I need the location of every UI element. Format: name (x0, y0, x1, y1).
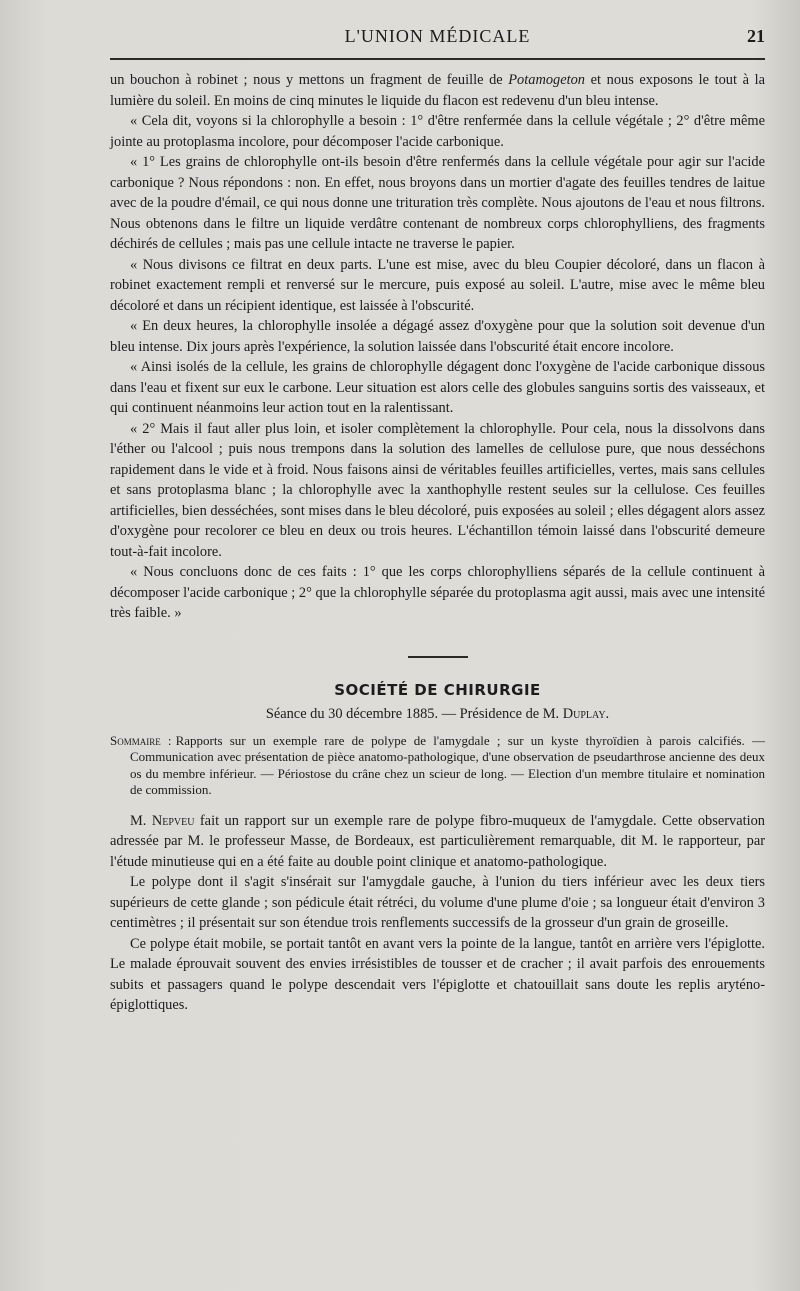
section-title: SOCIÉTÉ DE CHIRURGIE (334, 680, 541, 699)
paragraph-text: et nous exposons le tout à la lumière du soleil. En moins de cinq minutes le liquide du flacon est redevenu d'un bleu intense. (110, 72, 765, 109)
seance-line (110, 704, 765, 725)
body-text (110, 70, 765, 1016)
paragraph: « Nous concluons donc de ces faits : 1° que les corps chlorophylliens séparés de la cellule continuent à décomposer l'acide carbonique ; 2° que la chlorophylle séparée du protoplasma agit aussi, mais avec une intensité très faible. » (110, 564, 765, 621)
paragraph: « Cela dit, voyons si la chlorophylle a besoin : 1° d'être renfermée dans la cellule végétale ; 2° d'être même jointe au protoplasma incolore, pour décomposer l'acide carbonique. (110, 113, 765, 150)
sommaire-label: Sommaire : (110, 732, 172, 748)
header-rule (110, 58, 765, 60)
paragraph (110, 70, 765, 111)
paragraph (110, 811, 765, 873)
paragraph: Le polype dont il s'agit s'insérait sur l'amygdale gauche, à l'union du tiers inférieur avec les deux tiers supérieurs de cette glande ; son pédicule était rétréci, du volume d'une plume d'oie ; sa longueur était d'environ 3 centimètres ; il présentait sur son étendue trois renflements successifs de la grosseur d'un grain de groseille. (110, 874, 765, 931)
paragraph: « 1° Les grains de chlorophylle ont-ils besoin d'être renfermés dans la cellule végétale pour agir sur l'acide carbonique ? Nous répondons : non. En effet, nous broyons dans un mortier d'agate des feuilles tendres de laitue avec de la poudre d'émail, ce qui nous donne une trituration très complète. Nous ajoutons de l'eau et nous filtrons. Nous obtenons dans le filtre un liquide verdâtre contenant de nombreux corps chlorophylliens, des fragments déchirés de cellules ; mais pas une cellule intacte ne traverse le papier. (110, 154, 765, 252)
paragraph: Ce polype était mobile, se portait tantôt en avant vers la pointe de la langue, tantôt en arrière vers l'épiglotte. Le malade éprouvait souvent des envies irrésistibles de tousser et de cracher ; il avait parfois des enrouements subits et passagers quand le polype descendait vers l'épiglotte et chatouillait sans doute les replis aryténo-épiglottiques. (110, 935, 765, 1013)
sommaire (110, 733, 765, 799)
page-header (110, 22, 765, 56)
section-separator (408, 656, 468, 658)
paragraph-text: fait un rapport sur un exemple rare de polype fibro-muqueux de l'amygdale. Cette observation adressée par M. le professeur Masse, de Bordeaux, est particulièrement remarquable, dit M. le rapporteur, par l'étude minutieuse qui en a été faite au double point clinique et anatomo-pathologique. (110, 812, 765, 870)
paragraph: « En deux heures, la chlorophylle insolée a dégagé assez d'oxygène pour que la solution soit devenue d'un bleu intense. Dix jours après l'expérience, la solution laissée dans l'obscurité était encore incolore. (110, 318, 765, 355)
paragraph-text: un bouchon à robinet ; nous y mettons un fragment de feuille de (110, 72, 509, 88)
president-name: Duplay. (562, 706, 610, 722)
paragraph: « 2° Mais il faut aller plus loin, et isoler complètement la chlorophylle. Pour cela, nous la dissolvons dans l'éther ou l'alcool ; puis nous trempons dans la solution des lamelles de cellulose pure, que nous desséchons rapidement dans le vide et à froid. Nous faisons ainsi de véritables feuilles artificielles, vertes, mais sans cellules et sans protoplasma blanc ; la chlorophylle avec la xanthophylle restent seules sur la cellulose. Ces feuilles artificielles, bien desséchées, sont mises dans le bleu décoloré, puis exposées au soleil ; elles dégagent alors assez d'oxygène pour recolorer ce bleu en deux ou trois heures. L'échantillon témoin laissé dans l'obscurité demeure tout-à-fait incolore. (110, 420, 765, 560)
sommaire-text: Rapports sur un exemple rare de polype de l'amygdale ; sur un kyste thyroïdien à parois calcifiés. — Communication avec présentation de pièce anatomo-pathologique, d'une observation de pseudarthrose ancienne des deux os du membre inférieur. — Périostose du crâne chez un scieur de long. — Election d'un membre titulaire et nomination de commission. (130, 732, 765, 797)
species-name: Potamogeton (508, 72, 586, 88)
paragraph: « Nous divisons ce filtrat en deux parts. L'une est mise, avec du bleu Coupier décoloré, dans un flacon à robinet exactement rempli et renversé sur le mercure, puis exposé au soleil. L'autre, mise avec le même bleu décoloré et dans un récipient identique, est laissée à l'obscurité. (110, 256, 765, 314)
seance-text: Séance du 30 décembre 1885. — Présidence de M. (265, 706, 563, 722)
running-title: L'UNION MÉDICALE (344, 26, 531, 46)
paragraph: « Ainsi isolés de la cellule, les grains de chlorophylle dégagent donc l'oxygène de l'acide carbonique dissous dans l'eau et fixent sur eux le carbone. Leur situation est alors celle des globules sanguins sortis des vaisseaux, et qui continuent néanmoins leur action tout en la ralentissant. (110, 359, 765, 416)
page-number: 21 (747, 26, 765, 46)
speaker-name: M. Nepveu (130, 812, 195, 829)
